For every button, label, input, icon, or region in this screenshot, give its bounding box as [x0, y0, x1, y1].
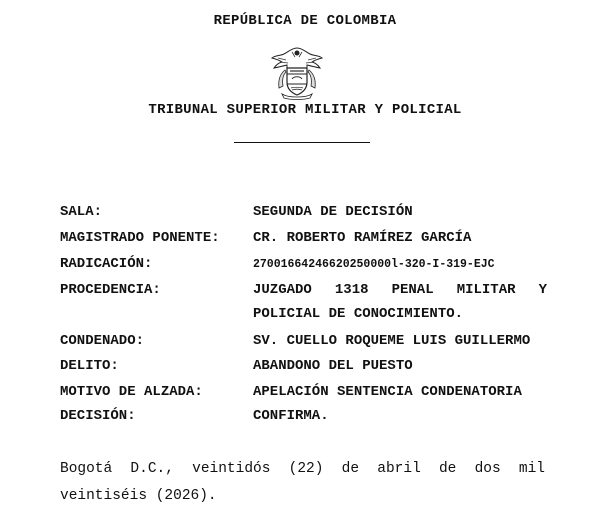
field-value-condenado: SV. CUELLO ROQUEME LUIS GUILLERMO — [253, 333, 531, 349]
divider — [234, 142, 370, 143]
field-value-delito: ABANDONO DEL PUESTO — [253, 358, 413, 374]
field-label-procedencia: PROCEDENCIA: — [60, 282, 161, 298]
tribunal-heading: TRIBUNAL SUPERIOR MILITAR Y POLICIAL — [148, 102, 462, 118]
field-value-magistrado: CR. ROBERTO RAMÍREZ GARCÍA — [253, 230, 472, 246]
date-paragraph-line1: Bogotá D.C., veintidós (22) de abril de dos mil — [60, 461, 545, 477]
field-label-motivo: MOTIVO DE ALZADA: — [60, 384, 203, 400]
field-label-delito: DELITO: — [60, 358, 119, 374]
field-value-decision: CONFIRMA. — [253, 408, 329, 424]
date-paragraph-line2: veintiséis (2026). — [60, 488, 217, 504]
field-label-condenado: CONDENADO: — [60, 333, 145, 349]
field-value-motivo: APELACIÓN SENTENCIA CONDENATORIA — [253, 384, 522, 400]
field-label-decision: DECISIÓN: — [60, 408, 136, 424]
field-value-radicacion: 27001664246620250000l-320-I-319-EJC — [253, 258, 495, 271]
country-heading: REPÚBLICA DE COLOMBIA — [213, 13, 397, 29]
field-label-radicacion: RADICACIÓN: — [60, 256, 153, 272]
field-value-sala: SEGUNDA DE DECISIÓN — [253, 204, 413, 220]
field-label-sala: SALA: — [60, 204, 103, 220]
field-value-procedencia-line2: POLICIAL DE CONOCIMIENTO. — [253, 306, 464, 322]
date-paragraph — [60, 456, 545, 510]
coat-of-arms-icon — [270, 44, 324, 100]
field-label-magistrado: MAGISTRADO PONENTE: — [60, 230, 220, 246]
field-value-procedencia: JUZGADO 1318 PENAL MILITAR Y — [253, 282, 547, 298]
